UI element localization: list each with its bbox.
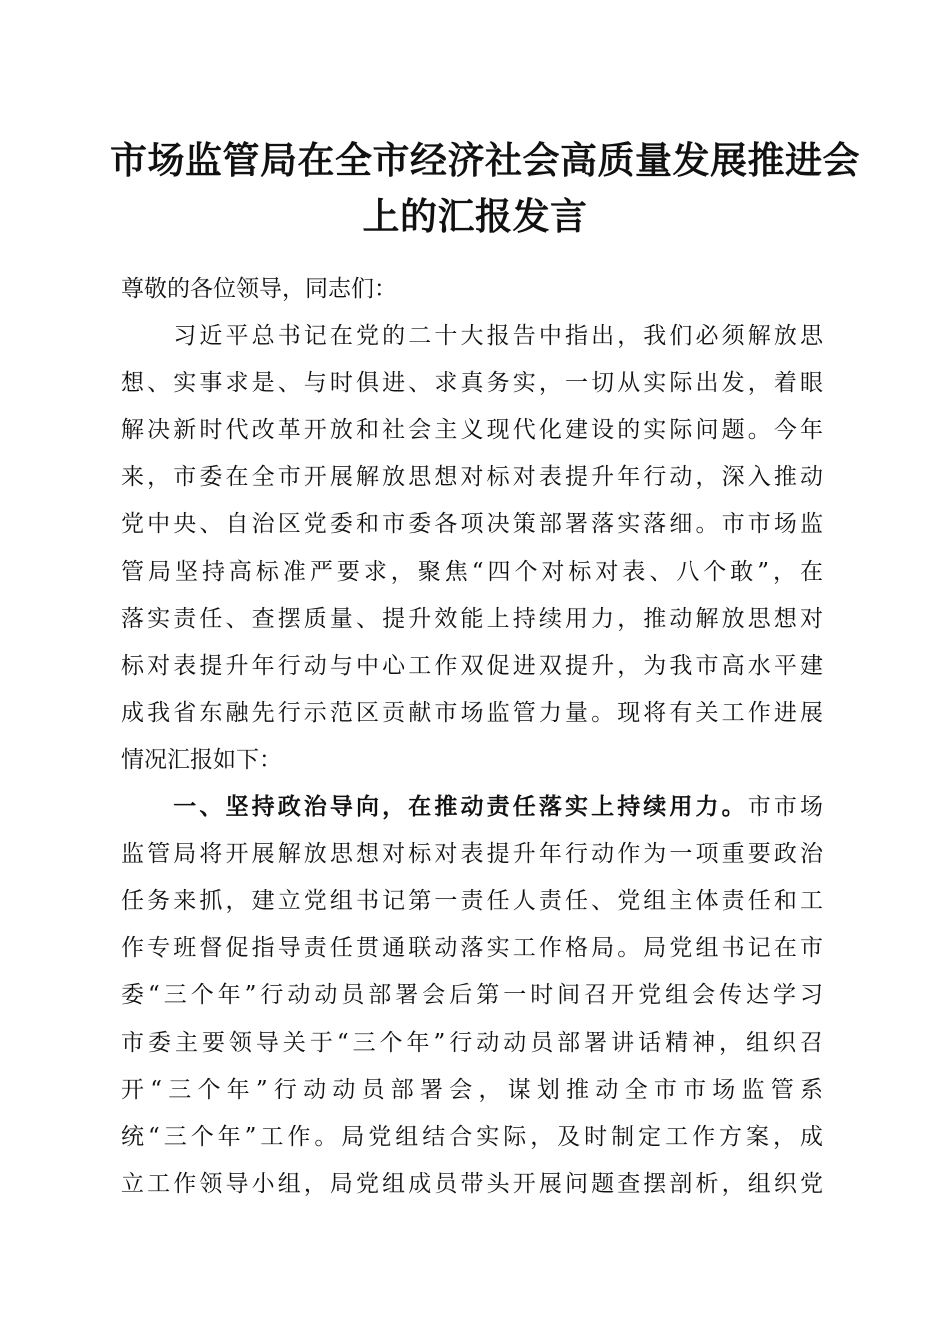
paragraph-line: 情况汇报如下：	[121, 746, 282, 773]
section-1-first-line-rest: 市市场	[747, 794, 824, 821]
section-1-first-line	[121, 784, 823, 831]
paragraph-line: 立工作领导小组，局党组成员带头开展问题查摆剖析，组织党	[121, 1170, 823, 1197]
title-line-1: 市场监管局在全市经济社会高质量发展推进会	[110, 138, 860, 182]
paragraph-line: 任务来抓，建立党组书记第一责任人责任、党组主体责任和工	[121, 888, 823, 915]
paragraph-line: 成我省东融先行示范区贡献市场监管力量。现将有关工作进展	[121, 699, 823, 726]
paragraph-line: 监管局将开展解放思想对标对表提升年行动作为一项重要政治	[121, 841, 823, 868]
document-title	[110, 132, 860, 244]
paragraph-line: 统“三个年”工作。局党组结合实际，及时制定工作方案，成	[121, 1123, 823, 1150]
salutation: 尊敬的各位领导，同志们：	[121, 276, 397, 302]
paragraph-line: 市委主要领导关于“三个年”行动动员部署讲话精神，组织召	[121, 1029, 823, 1056]
paragraph-line: 解决新时代改革开放和社会主义现代化建设的实际问题。今年	[121, 417, 823, 444]
document-body	[121, 266, 823, 1208]
paragraph-line: 落实责任、查摆质量、提升效能上持续用力，推动解放思想对	[121, 605, 823, 632]
paragraph-line: 标对表提升年行动与中心工作双促进双提升，为我市高水平建	[121, 652, 823, 679]
section-1-heading: 一、坚持政治导向，在推动责任落实上持续用力。	[121, 794, 748, 821]
paragraph-line: 来，市委在全市开展解放思想对标对表提升年行动，深入推动	[121, 464, 823, 491]
paragraph-1	[121, 313, 823, 784]
paragraph-line: 开“三个年”行动动员部署会，谋划推动全市市场监管系	[121, 1076, 823, 1103]
paragraph-line: 作专班督促指导责任贯通联动落实工作格局。局党组书记在市	[121, 935, 823, 962]
paragraph-line: 委“三个年”行动动员部署会后第一时间召开党组会传达学习	[121, 982, 823, 1009]
paragraph-line: 党中央、自治区党委和市委各项决策部署落实落细。市市场监	[121, 511, 823, 538]
section-1	[121, 784, 823, 1208]
paragraph-line: 习近平总书记在党的二十大报告中指出，我们必须解放思	[121, 323, 823, 350]
title-line-2: 上的汇报发言	[362, 194, 588, 238]
paragraph-line: 想、实事求是、与时俱进、求真务实，一切从实际出发，着眼	[121, 370, 823, 397]
paragraph-line: 管局坚持高标准严要求，聚焦“四个对标对表、八个敢”，在	[121, 558, 823, 585]
